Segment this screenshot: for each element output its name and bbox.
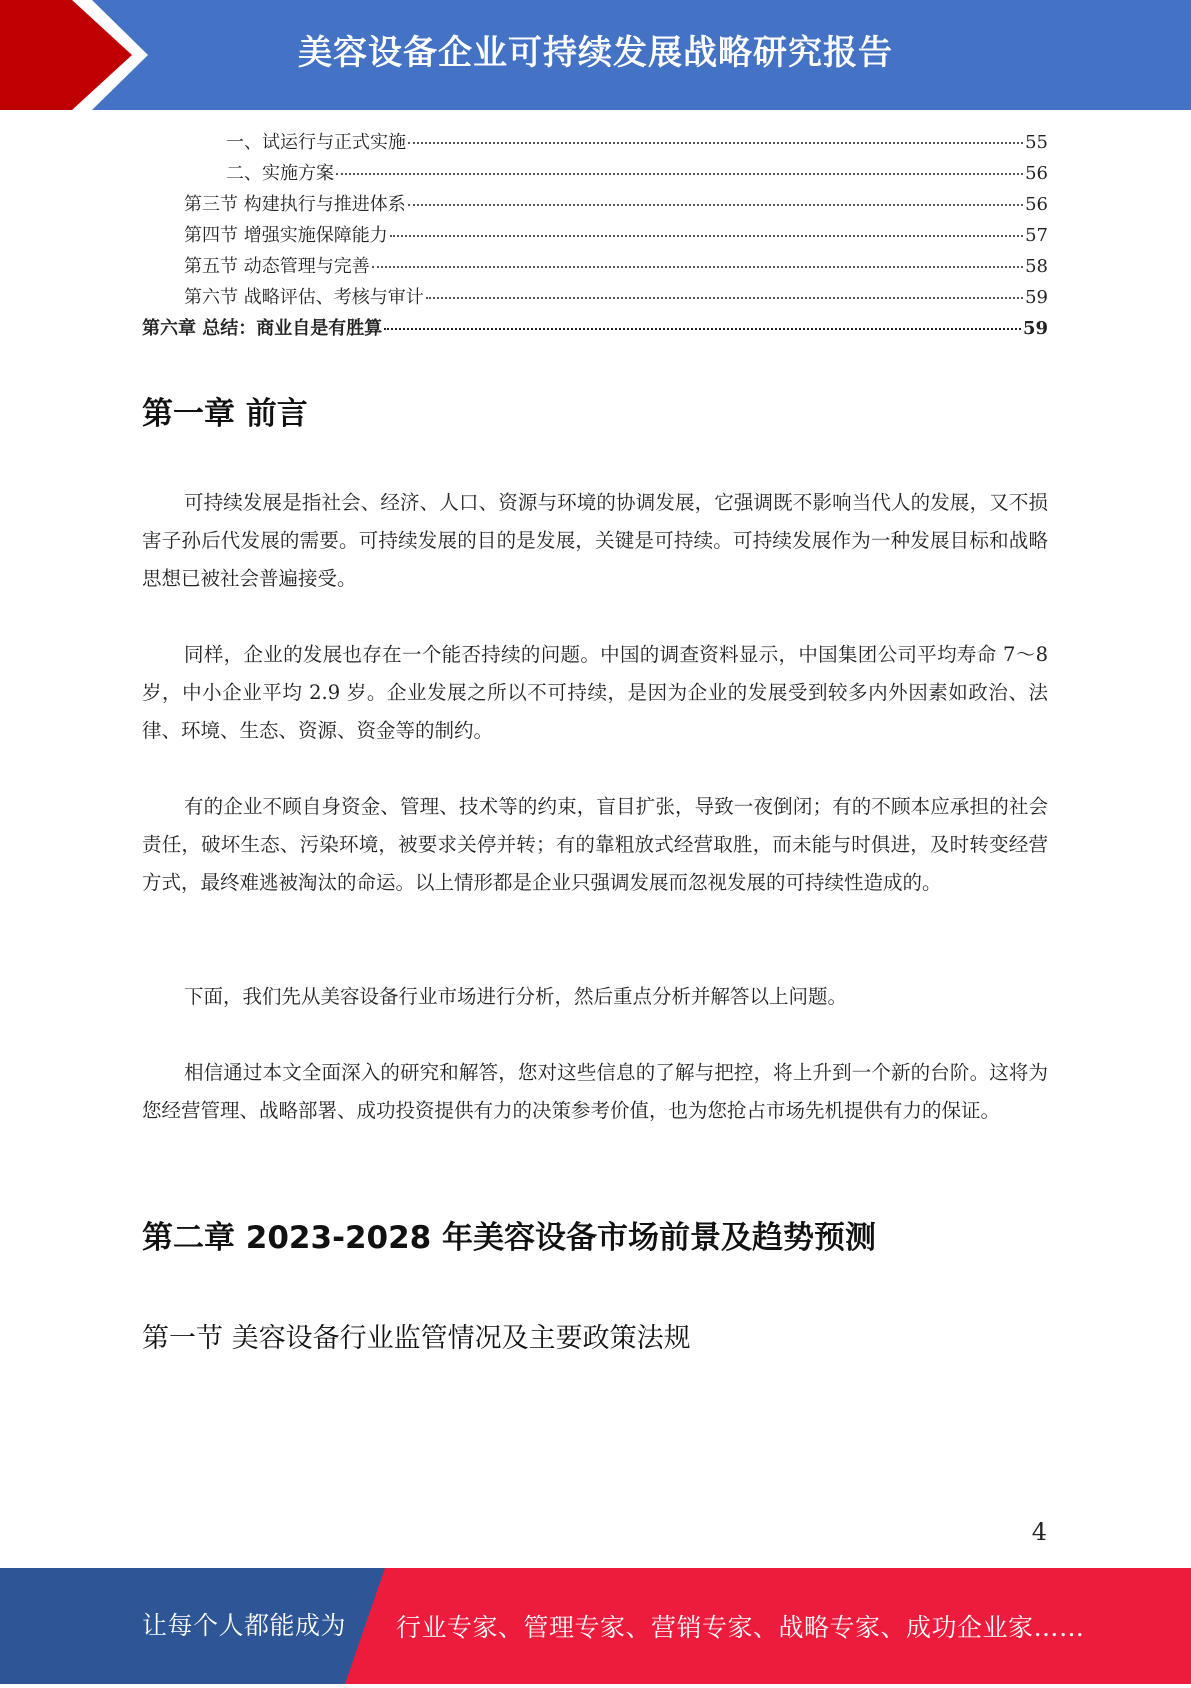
body-paragraph: 下面，我们先从美容设备行业市场进行分析，然后重点分析并解答以上问题。 <box>184 985 848 1008</box>
toc-leader-dots <box>384 328 1021 330</box>
toc-leader-dots <box>336 173 1023 175</box>
toc-leader-dots <box>426 297 1023 299</box>
toc-entry[interactable] <box>142 252 1048 283</box>
body-paragraph: 可持续发展是指社会、经济、人口、资源与环境的协调发展，它强调既不影响当代人的发展，又不损害子孙后代发展的需要。可持续发展的目的是发展，关键是可持续。可持续发展作为一种发展目标和战略思想已被社会普遍接受。 <box>142 491 1048 590</box>
toc-entry[interactable] <box>142 128 1048 159</box>
toc-entry[interactable] <box>142 283 1048 314</box>
toc-entry-label: 第四节 增强实施保障能力 <box>184 225 388 246</box>
toc-entry-label: 第六节 战略评估、考核与审计 <box>184 287 424 308</box>
toc-entry[interactable] <box>142 159 1048 190</box>
toc-entry[interactable] <box>142 314 1048 345</box>
toc-entry-page: 59 <box>1022 318 1048 339</box>
toc-leader-dots <box>408 204 1023 206</box>
page-number: 4 <box>1031 1518 1047 1546</box>
toc-entry-label: 第六章 总结：商业自是有胜算 <box>142 318 383 339</box>
toc-entry[interactable] <box>142 190 1048 221</box>
toc-entry-page: 58 <box>1025 256 1048 277</box>
section-heading: 第一节 美容设备行业监管情况及主要政策法规 <box>142 1323 691 1354</box>
chapter-heading: 第一章 前言 <box>142 396 308 432</box>
footer-slogan-right: 行业专家、管理专家、营销专家、战略专家、成功企业家…… <box>396 1613 1085 1642</box>
toc-leader-dots <box>390 235 1023 237</box>
toc-entry-label: 一、试运行与正式实施 <box>226 132 406 153</box>
toc-entry-page: 56 <box>1025 163 1048 184</box>
toc-entry-page: 55 <box>1025 132 1048 153</box>
toc-entry-page: 57 <box>1025 225 1048 246</box>
footer-slogan-left: 让每个人都能成为 <box>142 1611 347 1640</box>
page-header <box>0 0 1191 110</box>
toc-entry-label: 第三节 构建执行与推进体系 <box>184 194 406 215</box>
toc-leader-dots <box>372 266 1023 268</box>
toc-entry-page: 59 <box>1025 287 1048 308</box>
body-paragraph: 有的企业不顾自身资金、管理、技术等的约束，盲目扩张，导致一夜倒闭；有的不顾本应承担的社会责任，破坏生态、污染环境，被要求关停并转；有的靠粗放式经营取胜，而未能与时俱进，及时转变经营方式，最终难逃被淘汰的命运。以上情形都是企业只强调发展而忽视发展的可持续性造成的。 <box>142 795 1048 894</box>
toc-entry[interactable] <box>142 221 1048 252</box>
chapter-heading: 第二章 2023-2028 年美容设备市场前景及趋势预测 <box>142 1220 877 1256</box>
table-of-contents <box>142 128 1048 345</box>
toc-entry-label: 第五节 动态管理与完善 <box>184 256 370 277</box>
toc-entry-label: 二、实施方案 <box>226 163 334 184</box>
toc-leader-dots <box>408 142 1023 144</box>
toc-entry-page: 56 <box>1025 194 1048 215</box>
report-title: 美容设备企业可持续发展战略研究报告 <box>298 33 893 73</box>
page-footer <box>0 1568 1191 1684</box>
body-paragraph: 同样，企业的发展也存在一个能否持续的问题。中国的调查资料显示，中国集团公司平均寿命 7～8 岁，中小企业平均 2.9 岁。企业发展之所以不可持续，是因为企业的发展受到较多内外因素如政治、法律、环境、生态、资源、资金等的制约。 <box>142 643 1048 742</box>
body-paragraph: 相信通过本文全面深入的研究和解答，您对这些信息的了解与把控，将上升到一个新的台阶。这将为您经营管理、战略部署、成功投资提供有力的决策参考价值，也为您抢占市场先机提供有力的保证。 <box>142 1061 1048 1122</box>
